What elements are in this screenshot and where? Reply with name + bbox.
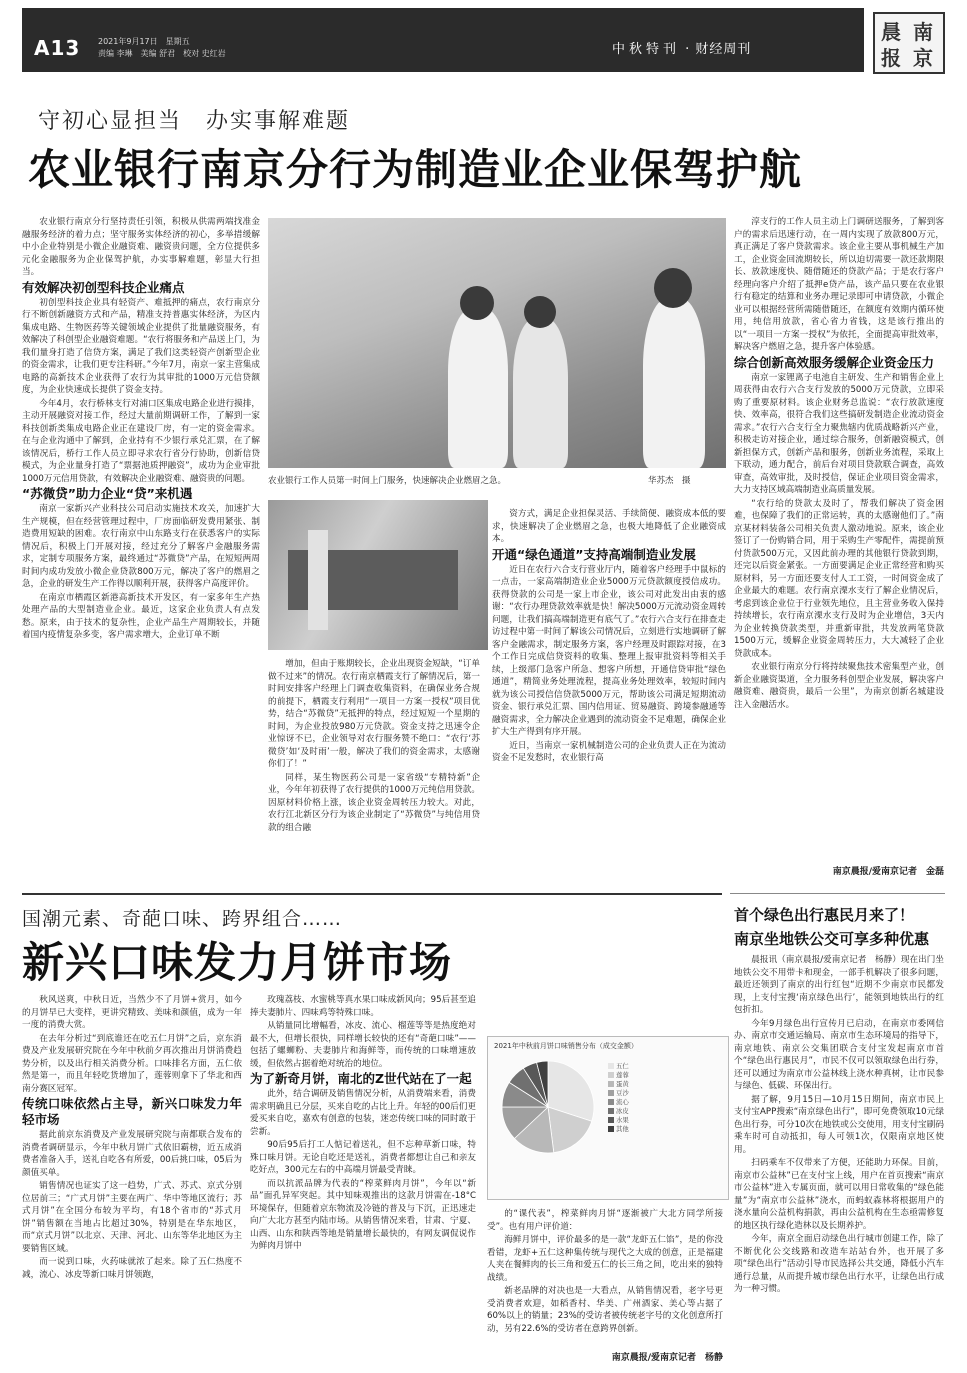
newspaper-logo	[873, 12, 945, 74]
article2-paragraph: 玫瑰荔枝、水蜜桃等真水果口味成新风向；95后甚至追捧夫妻肺片、四味鸡等特殊口味。	[250, 995, 476, 1018]
article2-paragraph: 新老品牌的对决也是一大看点，从销售情况看，老字号更受消费者欢迎，如稻香村、华美、广州酒家、美心等占据了60%以上的销量；23%的受访者被传统老字号的文化创意所打动，另有22.6%的受访者在意跨界创新。	[487, 1286, 723, 1334]
article1-paragraph: 在南京市栖霞区新港高新技术开发区，有一家多年生产热处理产品的大型制造业企业。最近，这家企业负责人有点发愁。原来，由于技术的复杂性，企业产品生产周期较长，并随着国内疫情复杂多变，客户需求增大，企业订单不断	[22, 592, 260, 640]
article1-column-2	[268, 658, 480, 878]
article1-paragraph: 近日，当南京一家机械制造公司的企业负责人正在为流动资金不足发愁时，农业银行高	[492, 740, 726, 763]
chart-legend	[608, 1061, 723, 1133]
legend-label: 蛋黄	[616, 1080, 629, 1088]
article1-subheading: 有效解决初创型科技企业痛点	[22, 279, 185, 295]
logo-char-3: 报	[881, 46, 901, 70]
logo-char-1: 晨	[881, 20, 901, 44]
article2-column-2	[250, 994, 476, 1356]
chart-title: 2021年中秋前月饼口味销售分布（成交金额）	[494, 1042, 638, 1050]
legend-swatch	[608, 1081, 614, 1087]
article3-paragraph: 扫码乘车不仅带来了方便，还能助力环保。目前，南京市公益林”已在支付宝上线，用户在首页搜索“南京市公益林”进入专属页面，就可以用日常收集的“绿色能量”为“南京市公益林”浇水，而蚂蚁森林将根据用户的浇水量向公益机构捐款，再由公益机构在生态亟需修复的地区执行绿化造林以及长期养护。	[734, 1158, 944, 1231]
article3-column-1	[734, 954, 944, 1354]
article2-column-3	[487, 1208, 723, 1348]
legend-swatch	[608, 1099, 614, 1105]
legend-swatch	[608, 1126, 614, 1132]
legend-swatch	[608, 1063, 614, 1069]
legend-swatch	[608, 1108, 614, 1114]
article2-paragraph: 据此前京东消费及产业发展研究院与南都联合发布的消费者调研显示，今年中秋月饼广式依旧霸榜，近五成消费者准备入手，送礼自吃各有所爱，00后挑口味，05后为颜值买单。	[22, 1130, 242, 1178]
section-title	[612, 38, 751, 57]
article1-headline: 农业银行南京分行为制造业企业保驾护航	[28, 145, 803, 194]
article1-paragraph: “农行给的贷款太及时了，帮我们解决了资金困难，也保障了我们的正常运转，真的太感谢他们了。”南京某材料装备公司相关负责人激动地说。原来，该企业签订了一份购销合同，用于采购生产零配件，需提前预付货款500万元，又因此前办理的其他银行贷款到期，还完以后资金紧张。一方面要满足企业正常经营和购买原材料，另一方面还要支付人工工资，一时间资金成了企业最大的难题。农行南京溧水支行了解企业情况后，考虑到该企业位于行业领先地位，且主营业务收入保持持续增长，农行南京溧水支行及时为企业增信，3天内为企业转换贷款类型，并重新审批，共发放两笔贷款1500万元，缓解企业资金周转压力，大大减轻了企业贷款成本。	[734, 498, 944, 659]
legend-swatch	[608, 1090, 614, 1096]
article1-column-4	[734, 216, 944, 864]
article2-paragraph: 而以抗派品牌为代表的“榨菜鲜肉月饼”，今年以“新品”面孔异军突起。其中知味观推出的这款月饼需在-18°C环境保存，但随着京东物流及冷链的普及与下沉，正迅速走向广大北方甚至内陆市场。从销售情况来看，甘肃、宁夏、山西、山东和陕西等地是销量增长最快的，有网友调侃说作为鲜肉月饼中	[250, 1178, 476, 1251]
article1-paragraph: 初创型科技企业具有轻资产、难抵押的痛点，农行南京分行不断创新融资方式和产品，精准支持普惠实体经济，为区内集成电路、生物医药等关键领域企业提供了批量融资服务，有效解决了科创型企业融资难题。“农行将服务和产品送上门，为我们量身打造了信贷方案，满足了我们这类轻资产创新型企业的资金需求，让我们更专注科研。”今年7月，南京一家主营集成电路的高新技术企业获得了农行为其审批的1000万元信贷额度，为企业快速成长提供了资金支持。	[22, 297, 260, 395]
article1-paragraph: 农业银行南京分行将持续聚焦技术密集型产业，创新企业融资渠道，全力服务科创型企业发展，解决客户融资难、融资贵，最后一公里”，为南京创新名城建设注入金融活水。	[734, 662, 944, 710]
legend-label: 其他	[616, 1125, 629, 1133]
article2-paragraph: 秋风送爽，中秋日近，当然少不了月饼+赏月，如今的月饼早已大变样，更讲究精致、美味和颜值，成为一年一度的消费大赏。	[22, 995, 242, 1030]
article3-paragraph: 今年，南京全面启动绿色出行城市创建工作，除了不断优化公交线路和改造车站站台外，也开展了多项“绿色出行”活动引导市民选择公共交通，降低小汽车通行总量，从而提升城市绿色出行水平，让绿色出行成为一种习惯。	[734, 1234, 944, 1294]
article2-paragraph: 在去年分析过“到底谁还在吃五仁月饼”之后，京东消费及产业发展研究院在今年中秋前夕再次推出月饼消费趋势分析，以及出行相关消费分析。口味排名方面，五仁依然是第一，而且年轻吃货增加了，莲蓉则拿下了华北和西南分赛区冠军。	[22, 1033, 242, 1094]
article2-column-1	[22, 994, 242, 1356]
article3-paragraph: 晨报讯（南京晨报/爱南京记者 杨静）现在出门坐地铁公交不用带卡和现金，一部手机解决了很多问题，最近还领到了南京的出行红包“近期不少南京市民都发现，上支付宝搜‘南京绿色出行’，能领到地铁出行的红包折扣。	[734, 955, 944, 1015]
article3-paragraph: 今年9月绿色出行宣传月已启动，在南京市委网信办、南京市交通运输局、南京市生态环境局的指导下，南京地铁、南京公交集团联合支付宝发起南京市首个“绿色出行惠民月”，市民不仅可以领取绿色出行券，还可以通过为南京市公益林线上浇水种真树，让市民参与绿色、低碳、环保出行。	[734, 1018, 944, 1091]
section-label: · 财经周刊	[685, 42, 752, 57]
article1-subheading: 综合创新高效服务缓解企业资金压力	[734, 354, 935, 370]
article1-paragraph: 资方式，满足企业担保灵活、手续简便、融资成本低的要求，快速解决了企业燃眉之急，也极大地降低了企业融资成本。	[492, 509, 726, 544]
photo-credit: 华苏杰 摄	[648, 476, 691, 486]
article1-paragraph: 淳支行的工作人员主动上门调研送服务，了解到客户的需求后迅速行动，在一周内实现了放款800万元，真正满足了客户贷款需求。该企业主要从事机械生产加工，企业资金回流期较长，所以迫切需要一款还款期限长、放款速度快、随借随还的贷款产品；于是农行客户经理向客户介绍了抵押e贷产品，该产品只要在农业银行有稳定的结算和业务办理记录即可申请贷款，小微企业可以根据经营所需随借随还，在额度有效期内循环使用，纯信用放款，省心省力省钱，这是该行推出的以“一项目一方案一授权”为依托，全面提高审批效率，解决客户燃眉之急，提升客户体验感。	[734, 217, 944, 352]
legend-item	[608, 1088, 723, 1097]
article3-paragraph: 据了解，9月15日—10月15日期间，南京市民上支付宝APP搜索“南京绿色出行”，即可免费领取10元绿色出行券，可分10次在地铁或公交使用，用支付宝刷码乘车时可自动抵扣，每人可领1次，仅限南京地区使用。	[734, 1094, 944, 1155]
article1-paragraph: 今年4月，农行桥林支行对浦口区集成电路企业进行摸排，主动开展融资对接工作，经过大量前期调研工作，了解到一家科技创新类集成电路企业正在建设厂房，有一定的资金需求。在与企业沟通中了解到，企业持有不少银行承兑汇票，在了解该情况后，桥行工作人员立即寻求农行省分行协助，创新信贷模式，为企业量身打造了“票据池质押融资”，成功为企业审批1000万元信用贷款，有效解决企业融资难、融资贵的问题。	[22, 398, 260, 484]
legend-label: 豆沙	[616, 1089, 629, 1097]
article1-byline: 南京晨报/爱南京记者 金磊	[832, 867, 944, 877]
pie-svg	[498, 1057, 598, 1157]
legend-label: 流心	[616, 1098, 629, 1106]
legend-item	[608, 1070, 723, 1079]
article1-paragraph: 农业银行南京分行坚持责任引领，积极从供需两端找准金融服务经济的着力点；坚守服务实体经济的初心，多举措缓解中小企业特别是小微企业融资难、融资贵问题，全方位提供多元化金融服务为企业保驾护航，办实事解难题，彰显大行担当。	[22, 217, 260, 277]
article2-paragraph: 海鲜月饼中，评价最多的是一款“龙虾五仁馅”，是的你没看错，龙虾+五仁这种集传统与现代之大成的创意，正是福建人夹在餐鲜肉的长三角和爱五仁的长三角之间，吃出来的独特战绩。	[487, 1235, 723, 1283]
article2-subheading: 传统口味依然占主导，新兴口味发力年轻市场	[22, 1096, 242, 1127]
legend-item	[608, 1079, 723, 1088]
article1-column-3	[492, 508, 726, 878]
article1-column-1	[22, 216, 260, 876]
bank-visit-photo	[268, 218, 726, 468]
logo-char-2: 南	[913, 20, 933, 44]
article1-paragraph: 近日在农行六合支行营业厅内，随着客户经理手中鼠标的一点击，一家高端制造业企业5000万元贷款额度授信成功。获得贷款的公司是一家上市企业，该公司对此发出由衷的感谢：“农行办理贷款效率就是快！解决5000万元流动资金周转问题，让我们搞高端制造更有底气了。”农行六合支行在排查走访过程中第一时间了解该公司情况后，立刻进行实地调研了解客户金融需求，制定服务方案，客户经理及时跟踪对接，在3个工作日完成信贷资料的收集、整理上报审批资料等相关手续，上级部门急客户所急、想客户所想，开通信贷审批“绿色通道”，精简业务处理流程，提高业务处理效率，较短时间内就为该公司授信信贷款5000万元，帮助该公司满足短期流动资金、银行承兑汇票、国内信用证、贸易融资、跨境参融通等融资需求，全力解决企业遇到的流动资金不足难题，确保企业扩大生产得到有序开展。	[492, 564, 726, 737]
issue-date: 2021年9月17日 星期五	[98, 37, 190, 46]
article2-subheading: 为了新奇月饼，南北的Z世代站在了一起	[250, 1071, 472, 1086]
article2-paragraph: 销售情况也证实了这一趋势，广式、苏式、京式分别位居前三；“广式月饼”主要在两广、华中等地区流行；苏式月饼”在全国分布较为平均，有18个省市的“苏式月饼”销售额在当地占比超过30%，特别是在华东地区，而“京式月饼”以北京、天津、河北、山东等华北地区为主要销售区域。	[22, 1181, 242, 1254]
legend-label: 五仁	[616, 1062, 629, 1070]
staff-credits: 责编 李琳 美编 舒君 校对 史红岩	[98, 49, 226, 58]
legend-item	[608, 1124, 723, 1133]
article2-headline: 新兴口味发力月饼市场	[22, 938, 453, 987]
flavor-pie-chart	[487, 1036, 729, 1200]
sidebar-divider	[730, 893, 945, 894]
legend-item	[608, 1061, 723, 1070]
article1-paragraph: 南京一家锂离子电池自主研发、生产和销售企业上周获得由农行六合支行发放的5000万元贷款，立即采购了重要原材料。该企业财务总监说：“农行放款速度快、效率高，很符合我们这些搞研发制造企业流动资金需求。”农行六合支行全力聚焦辖内优质战略新兴产业，积极走访对接企业，通过综合服务，创新融资模式，创新担保方式，创新产品和服务，创新业务流程，采取上下联动，通力配合，前后台对项目贷款联合调查，高效审查，高效审批，及时授信，保证企业项目资金需求，大力支持区域高端制造业高质量发展。	[734, 372, 944, 495]
article1-subheading: “苏微贷”助力企业“贷”来机遇	[22, 486, 193, 501]
section-divider	[22, 893, 722, 895]
article2-paragraph: 从销量同比增幅看，冰皮、流心、榴莲等等是热度绝对最不大，但增长很快，同样增长较快的还有“奇葩口味”——包括了螺蛳粉、夫妻肺片和海鲜等，而传统的口味增速放缓，但依然占据着绝对统治的地位。	[250, 1021, 476, 1069]
legend-label: 冰皮	[616, 1107, 629, 1115]
special-issue-label: 中秋特刊	[612, 42, 681, 57]
legend-swatch	[608, 1072, 614, 1078]
article1-paragraph: 增加，但由于账期较长，企业出现资金短缺，“订单做不过来”的情况。农行南京栖霞支行了解情况后，第一时间安排客户经理上门调查收集资料，在确保业务合规的前提下，栖霞支行利用“一项目一方案一授权”项目优势，结合“苏微贷”无抵押的特点，经过短短一个星期的时间，为企业投放980万元贷款。资金支持之迅速令企业惊讶不已，企业领导对农行服务赞不绝口：“农行‘苏微贷’如‘及时雨’一般，解决了我们的资金需求，太感谢你们了！”	[268, 659, 480, 769]
legend-item	[608, 1115, 723, 1124]
article1-paragraph: 南京一家新兴产业科技公司启动实施技术攻关，加速扩大生产规模，但在经营管理过程中，厂房面临研发费用紧张、制造费用短缺的困难。农行南京中山东路支行在获悉客户的实际情况后，积极上门开展对接，经过充分了解客户金融服务需求，定制专项服务方案，最终通过“苏微贷”产品，在短短两周时间内成功发放小微企业贷款800万元，解决了客户的燃眉之急，企业的研发生产工作得以顺利开展，获得客户高度评价。	[22, 504, 260, 589]
legend-item	[608, 1097, 723, 1106]
article2-paragraph: 此外，结合调研及销售情况分析，从消费端来看，消费需求明确且已分层，买来自吃的占比上升。年轻的00后们更爱买来自吃，嘉欢有创意的包装，迷恋传统口味的同时敢于尝新。	[250, 1089, 476, 1137]
photo-caption: 农业银行工作人员第一时间上门服务，快速解决企业燃眉之急。	[268, 476, 507, 486]
article1-paragraph: 同样，某生物医药公司是一家省级“专精特新”企业，今年年初获得了农行提供的1000万元纯信用贷款。因原材料价格上涨，该企业资金周转压力较大。对此，农行江北新区分行为该企业制定了“苏微贷”与纯信用贷款的组合融	[268, 772, 480, 833]
legend-swatch	[608, 1117, 614, 1123]
article1-kicker: 守初心显担当 办实事解难题	[38, 109, 351, 134]
masthead-meta	[98, 36, 226, 60]
article2-paragraph: 而一说到口味，火药味就浓了起来。除了五仁热度不减，流心、冰皮等新口味月饼领跑，	[22, 1257, 242, 1280]
article2-byline: 南京晨报/爱南京记者 杨静	[611, 1353, 723, 1363]
article3-headline: 南京坐地铁公交可享多种优惠	[734, 930, 930, 948]
article1-subheading: 开通“绿色通道”支持高端制造业发展	[492, 546, 696, 562]
logo-char-4: 京	[913, 46, 933, 70]
page-number: A13	[34, 36, 81, 60]
article3-kicker: 首个绿色出行惠民月来了！	[734, 906, 915, 924]
article2-paragraph: 的“课代表”，榨菜鲜肉月饼“逐渐被广大北方同学所接受”。也有用户评价道：	[487, 1209, 723, 1232]
legend-label: 莲蓉	[616, 1071, 629, 1079]
factory-photo	[268, 500, 488, 650]
article2-kicker: 国潮元素、奇葩口味、跨界组合……	[22, 908, 343, 930]
legend-label: 水果	[616, 1116, 629, 1124]
legend-item	[608, 1106, 723, 1115]
article2-paragraph: 90后95后打工人惦记着送礼，但不忘种草新口味，特殊口味月饼。无论自吃还是送礼，消费者都想让自己和亲友吃好点，300元左右的中高端月饼最受青睐。	[250, 1140, 476, 1175]
